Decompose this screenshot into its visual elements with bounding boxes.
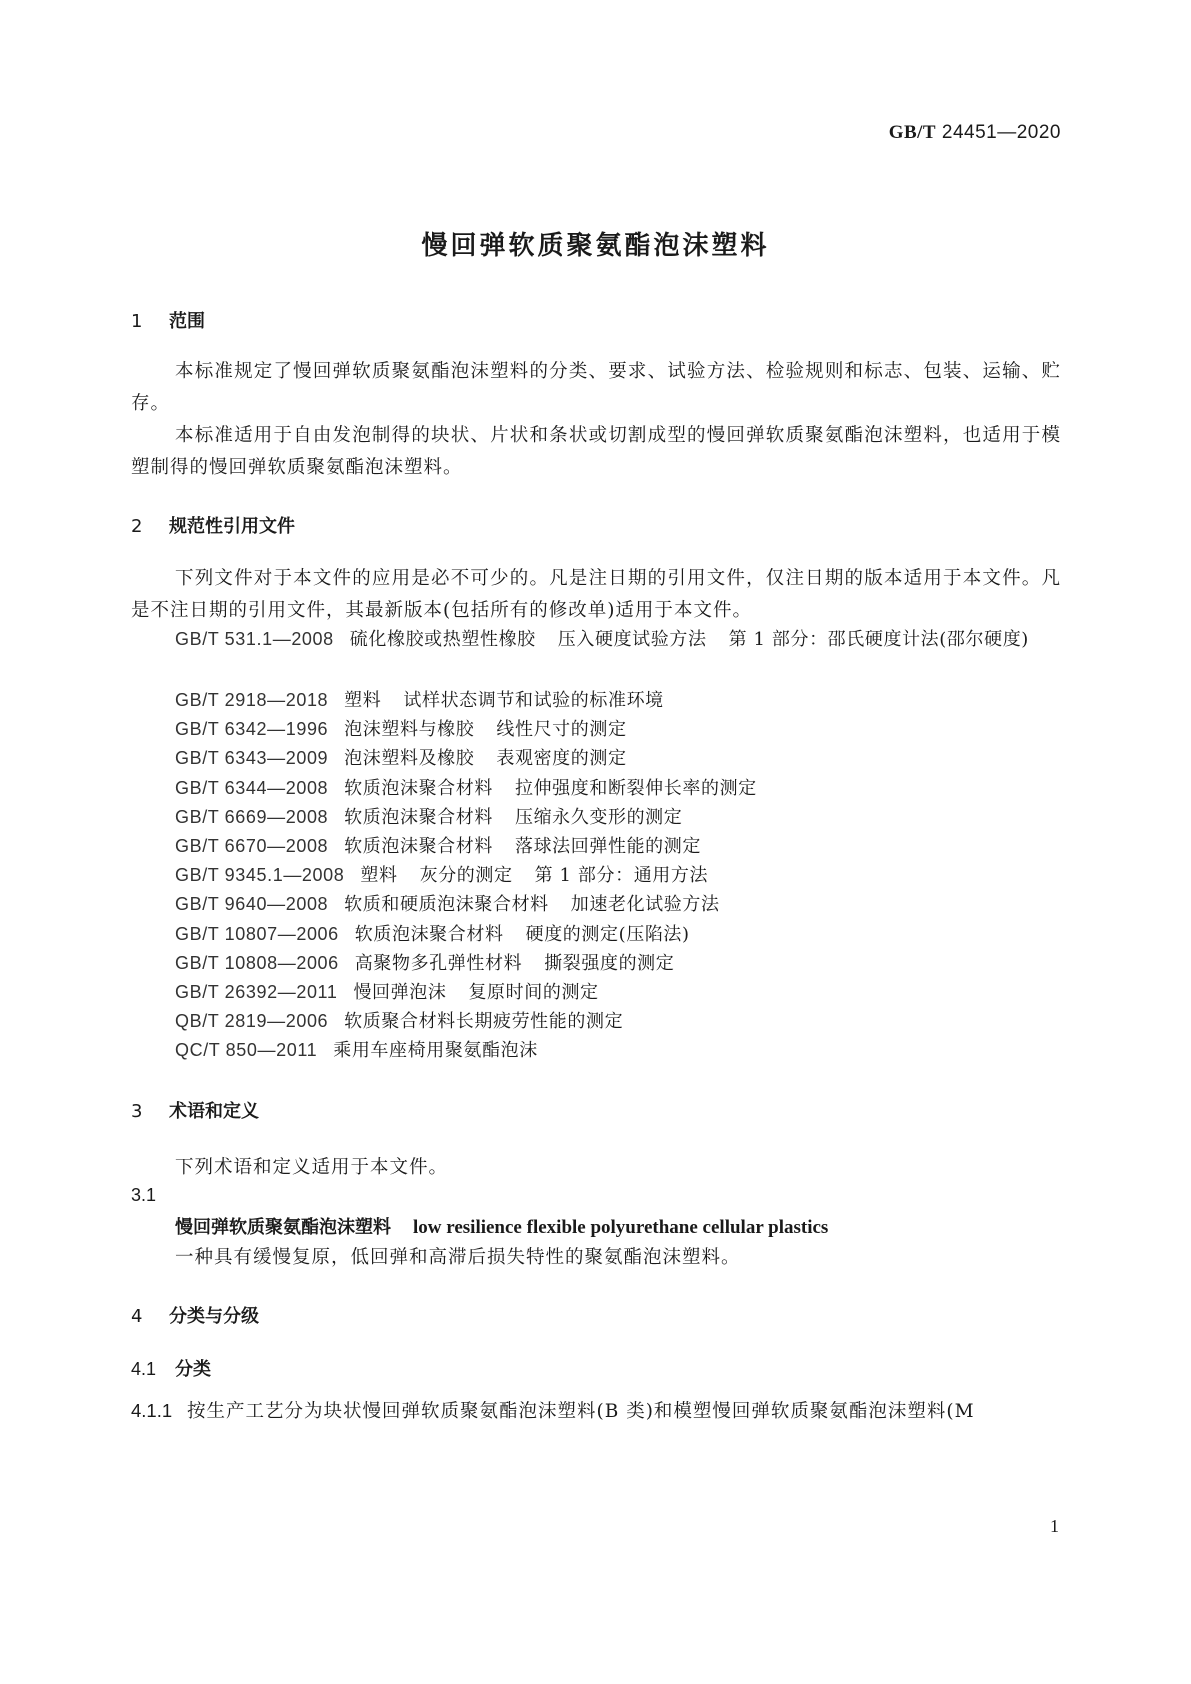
- clause-4-1-1: [131, 1397, 975, 1423]
- standard-code: [889, 122, 1061, 144]
- term-entry: [175, 1213, 828, 1239]
- reference-item: [175, 686, 664, 712]
- reference-item: [175, 978, 599, 1004]
- reference-title: 软质泡沫聚合材料: [344, 836, 493, 857]
- reference-item: [175, 1007, 623, 1033]
- term-number: 3.1: [131, 1185, 157, 1205]
- reference-item: [131, 623, 1061, 656]
- reference-code: GB/T 2918—2018: [175, 690, 329, 710]
- reference-item: [175, 1036, 538, 1062]
- reference-title: 灰分的测定: [419, 865, 513, 886]
- reference-title: 泡沫塑料及橡胶: [344, 748, 475, 769]
- reference-code: GB/T 9640—2008: [175, 894, 329, 914]
- reference-title: 撕裂强度的测定: [544, 953, 675, 974]
- reference-title: 软质和硬质泡沫聚合材料: [344, 894, 549, 915]
- reference-code: GB/T 6343—2009: [175, 748, 329, 768]
- reference-code: GB/T 6344—2008: [175, 778, 329, 798]
- paragraph: 下列术语和定义适用于本文件。: [175, 1157, 449, 1178]
- reference-title: 塑料: [344, 690, 382, 711]
- reference-title: 第 1 部分：通用方法: [534, 865, 709, 886]
- reference-code: GB/T 6669—2008: [175, 807, 329, 827]
- paragraph: 本标准规定了慢回弹软质聚氨酯泡沫塑料的分类、要求、试验方法、检验规则和标志、包装、运输、贮存。: [131, 361, 1061, 414]
- section-number: 3: [131, 1101, 143, 1122]
- paragraph: 本标准适用于自由发泡制得的块状、片状和条状或切割成型的慢回弹软质聚氨酯泡沫塑料，也适用于模塑制得的慢回弹软质聚氨酯泡沫塑料。: [131, 425, 1061, 478]
- reference-code: GB/T 9345.1—2008: [175, 865, 345, 885]
- standard-number: 24451—2020: [941, 122, 1061, 143]
- reference-item: [175, 920, 690, 946]
- clause-number: 4.1.1: [131, 1400, 173, 1421]
- term-chinese: 慢回弹软质聚氨酯泡沫塑料: [175, 1217, 391, 1238]
- reference-title: 慢回弹泡沫: [353, 982, 447, 1003]
- reference-item: [175, 803, 682, 829]
- reference-title: 落球法回弹性能的测定: [514, 836, 701, 857]
- reference-item: [175, 774, 757, 800]
- reference-item: [175, 890, 720, 916]
- reference-title: 硫化橡胶或热塑性橡胶: [349, 629, 536, 650]
- reference-title: 表观密度的测定: [496, 748, 627, 769]
- reference-title: 压入硬度试验方法: [557, 629, 707, 650]
- section-title: 分类与分级: [169, 1306, 259, 1327]
- reference-code: GB/T 10807—2006: [175, 924, 339, 944]
- reference-title: 复原时间的测定: [468, 982, 599, 1003]
- document-title: 慢回弹软质聚氨酯泡沫塑料: [421, 231, 770, 261]
- reference-title: 软质泡沫聚合材料: [344, 778, 493, 799]
- subsection-4-1-heading: [131, 1355, 211, 1381]
- reference-title: 压缩永久变形的测定: [514, 807, 683, 828]
- reference-title: 软质聚合材料长期疲劳性能的测定: [344, 1011, 624, 1032]
- reference-title: 塑料: [360, 865, 398, 886]
- page-number: 1: [1050, 1516, 1059, 1536]
- reference-title: 试样状态调节和试验的标准环境: [403, 690, 664, 711]
- reference-code: GB/T 26392—2011: [175, 982, 338, 1002]
- section-title: 规范性引用文件: [169, 516, 295, 537]
- section-1-heading: [131, 307, 205, 333]
- reference-title: 软质泡沫聚合材料: [354, 924, 504, 945]
- reference-title: 硬度的测定(压陷法): [525, 924, 690, 945]
- standard-prefix: GB/T: [888, 122, 937, 143]
- subsection-number: 4.1: [131, 1359, 157, 1379]
- reference-item: [175, 715, 627, 741]
- reference-title: 泡沫塑料与橡胶: [344, 719, 475, 740]
- reference-code: QB/T 2819—2006: [175, 1011, 329, 1031]
- clause-text: 按生产工艺分为块状慢回弹软质聚氨酯泡沫塑料(B 类)和模塑慢回弹软质聚氨酯泡沫塑料(M: [187, 1401, 975, 1422]
- section-2-heading: [131, 512, 295, 538]
- section-number: 1: [131, 311, 143, 332]
- section-title: 术语和定义: [169, 1101, 259, 1122]
- reference-title: 加速老化试验方法: [570, 894, 720, 915]
- reference-title: 拉伸强度和断裂伸长率的测定: [514, 778, 757, 799]
- section-4-heading: [131, 1302, 259, 1328]
- reference-code: QC/T 850—2011: [175, 1040, 318, 1060]
- reference-item: [175, 832, 701, 858]
- reference-item: [175, 744, 627, 770]
- reference-item: [175, 949, 674, 975]
- section-number: 4: [131, 1306, 143, 1327]
- term-definition: 一种具有缓慢复原，低回弹和高滞后损失特性的聚氨酯泡沫塑料。: [175, 1247, 741, 1268]
- reference-code: GB/T 6342—1996: [175, 719, 329, 739]
- reference-title: 软质泡沫聚合材料: [344, 807, 493, 828]
- term-english: low resilience flexible polyurethane cellular plastics: [413, 1217, 829, 1238]
- reference-code: GB/T 531.1—2008: [175, 629, 334, 649]
- reference-title: 高聚物多孔弹性材料: [354, 953, 523, 974]
- reference-title: 第 1 部分：邵氏硬度计法(邵尔硬度): [728, 629, 1029, 650]
- reference-title: 线性尺寸的测定: [496, 719, 627, 740]
- reference-item: [175, 861, 708, 887]
- subsection-title: 分类: [175, 1359, 211, 1380]
- reference-title: 乘用车座椅用聚氨酯泡沫: [333, 1040, 538, 1061]
- reference-code: GB/T 6670—2008: [175, 836, 329, 856]
- reference-code: GB/T 10808—2006: [175, 953, 339, 973]
- section-number: 2: [131, 516, 143, 537]
- section-3-heading: [131, 1097, 259, 1123]
- section-title: 范围: [169, 311, 205, 332]
- paragraph: 下列文件对于本文件的应用是必不可少的。凡是注日期的引用文件，仅注日期的版本适用于本文件。凡是不注日期的引用文件，其最新版本(包括所有的修改单)适用于本文件。: [131, 568, 1061, 621]
